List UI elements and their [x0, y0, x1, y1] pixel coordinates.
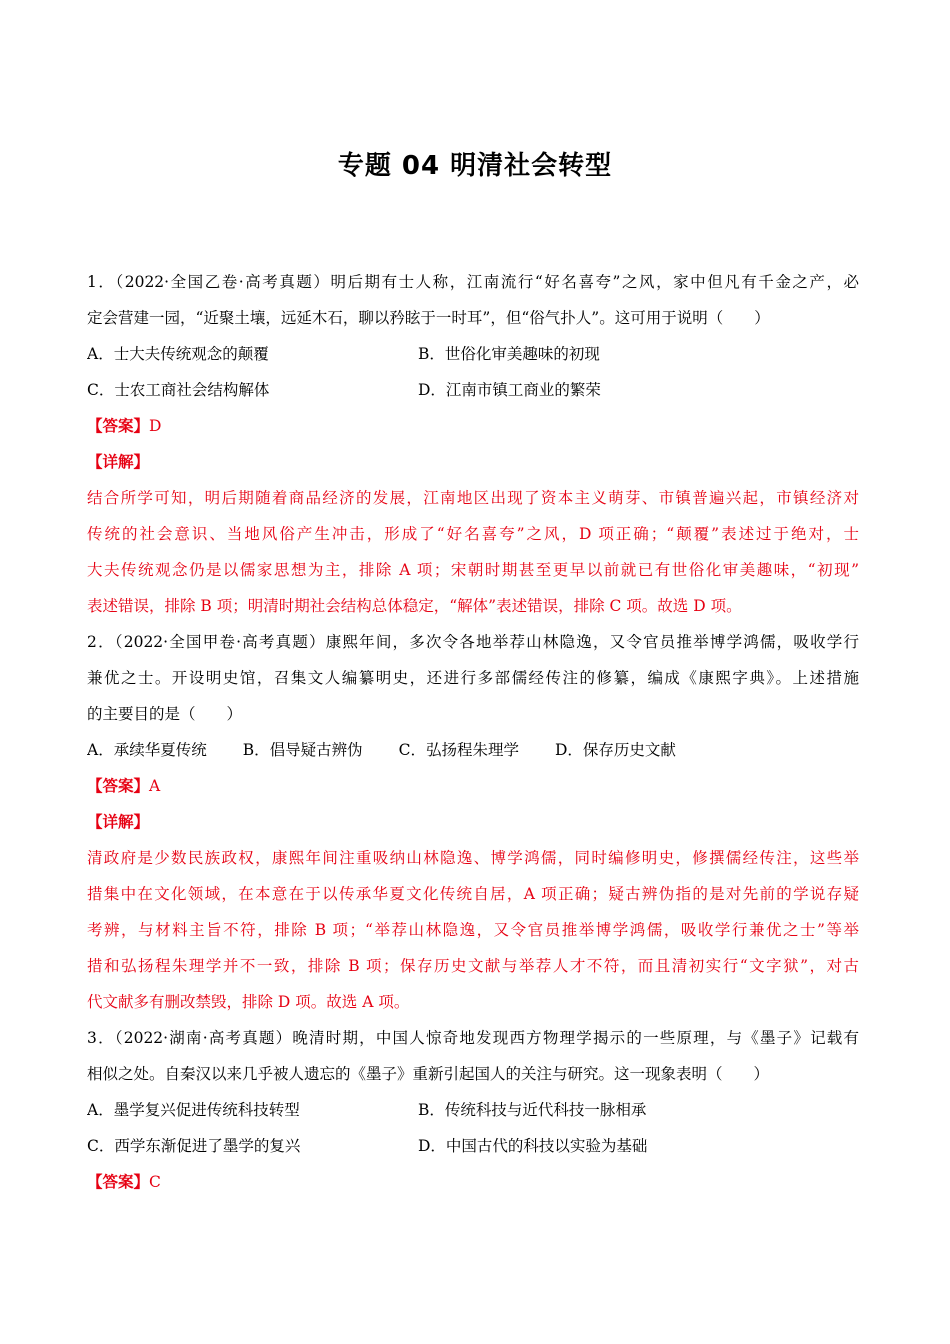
answer-value: D: [149, 417, 162, 435]
options-row: [87, 1128, 859, 1164]
options-row: [87, 732, 859, 768]
answer-tag: 【答案】: [87, 1172, 150, 1191]
answer-line: [87, 408, 859, 444]
detail-tag: 【详解】: [87, 452, 150, 471]
option-a: A．墨学复兴促进传统科技转型: [87, 1101, 300, 1119]
detail-tag: 【详解】: [87, 812, 150, 831]
options-row: [87, 336, 859, 372]
answer-line: [87, 1164, 859, 1200]
answer-tag: 【答案】: [87, 416, 150, 435]
question-stem-line: 定会营建一园，“近聚土壤，远延木石，聊以矜眩于一时耳”，但“俗气扑人”。这可用于说明（ ）: [87, 309, 770, 327]
option-b: B．倡导疑古辨伪: [242, 741, 363, 759]
options-row: [87, 372, 859, 408]
explanation-line: 考辨，与材料主旨不符，排除 B 项；“举荐山林隐逸，又令官员推举博学鸿儒，吸收学行兼优之士”等举: [87, 921, 859, 939]
question-stem-line: 3．（2022·湖南·高考真题）晚清时期，中国人惊奇地发现西方物理学揭示的一些原理，与《墨子》记载有: [87, 1029, 859, 1047]
question-stem-line: 兼优之士。开设明史馆，召集文人编纂明史，还进行多部儒经传注的修纂，编成《康熙字典》。上述措施: [87, 669, 859, 687]
answer-tag: 【答案】: [87, 776, 150, 795]
explanation-line: 结合所学可知，明后期随着商品经济的发展，江南地区出现了资本主义萌芽、市镇普遍兴起，市镇经济对: [87, 489, 859, 507]
option-c: C．弘扬程朱理学: [398, 741, 519, 759]
explanation-line: 代文献多有删改禁毁，排除 D 项。故选 A 项。: [87, 993, 410, 1011]
option-b: B．传统科技与近代科技一脉相承: [418, 1101, 647, 1119]
option-b: B．世俗化审美趣味的初现: [418, 345, 600, 363]
option-d: D．保存历史文献: [554, 741, 676, 759]
question-stem-line: 相似之处。自秦汉以来几乎被人遗忘的《墨子》重新引起国人的关注与研究。这一现象表明（ ）: [87, 1065, 770, 1083]
option-d: D．中国古代的科技以实验为基础: [418, 1137, 648, 1155]
option-c: C．士农工商社会结构解体: [87, 381, 270, 399]
explanation-line: 传统的社会意识、当地风俗产生冲击，形成了“好名喜夸”之风，D 项正确；“颠覆”表述过于绝对，士: [87, 525, 859, 543]
answer-value: C: [149, 1173, 161, 1191]
option-a: A．士大夫传统观念的颠覆: [87, 345, 269, 363]
question-stem-line: 2．（2022·全国甲卷·高考真题）康熙年间，多次令各地举荐山林隐逸，又令官员推举博学鸿儒，吸收学行: [87, 633, 859, 651]
answer-value: A: [149, 777, 161, 795]
question-3: [87, 1020, 859, 1200]
option-d: D．江南市镇工商业的繁荣: [418, 381, 601, 399]
options-row: [87, 1092, 859, 1128]
question-2: [87, 624, 859, 1020]
question-stem-line: 的主要目的是（ ）: [87, 705, 243, 723]
explanation-line: 清政府是少数民族政权，康熙年间注重吸纳山林隐逸、博学鸿儒，同时编修明史，修撰儒经传注，这些举: [87, 849, 859, 867]
question-1: [87, 264, 859, 624]
explanation-line: 大夫传统观念仍是以儒家思想为主，排除 A 项；宋朝时期甚至更早以前就已有世俗化审美趣味，“初现”: [87, 561, 859, 579]
explanation-line: 措集中在文化领域，在本意在于以传承华夏文化传统自居，A 项正确；疑古辨伪指的是对先前的学说存疑: [87, 885, 859, 903]
explanation-line: 措和弘扬程朱理学并不一致，排除 B 项；保存历史文献与举荐人才不符，而且清初实行“文字狱”，对古: [87, 957, 859, 975]
page-title: 专题 04 明清社会转型: [337, 151, 613, 181]
question-stem-line: 1．（2022·全国乙卷·高考真题）明后期有士人称，江南流行“好名喜夸”之风，家中但凡有千金之产，必: [87, 273, 859, 291]
option-a: A．承续华夏传统: [87, 741, 207, 759]
explanation-line: 表述错误，排除 B 项；明清时期社会结构总体稳定，“解体”表述错误，排除 C 项。故选 D 项。: [87, 597, 742, 615]
option-c: C．西学东渐促进了墨学的复兴: [87, 1137, 301, 1155]
answer-line: [87, 768, 859, 804]
question-list: [87, 264, 859, 1200]
